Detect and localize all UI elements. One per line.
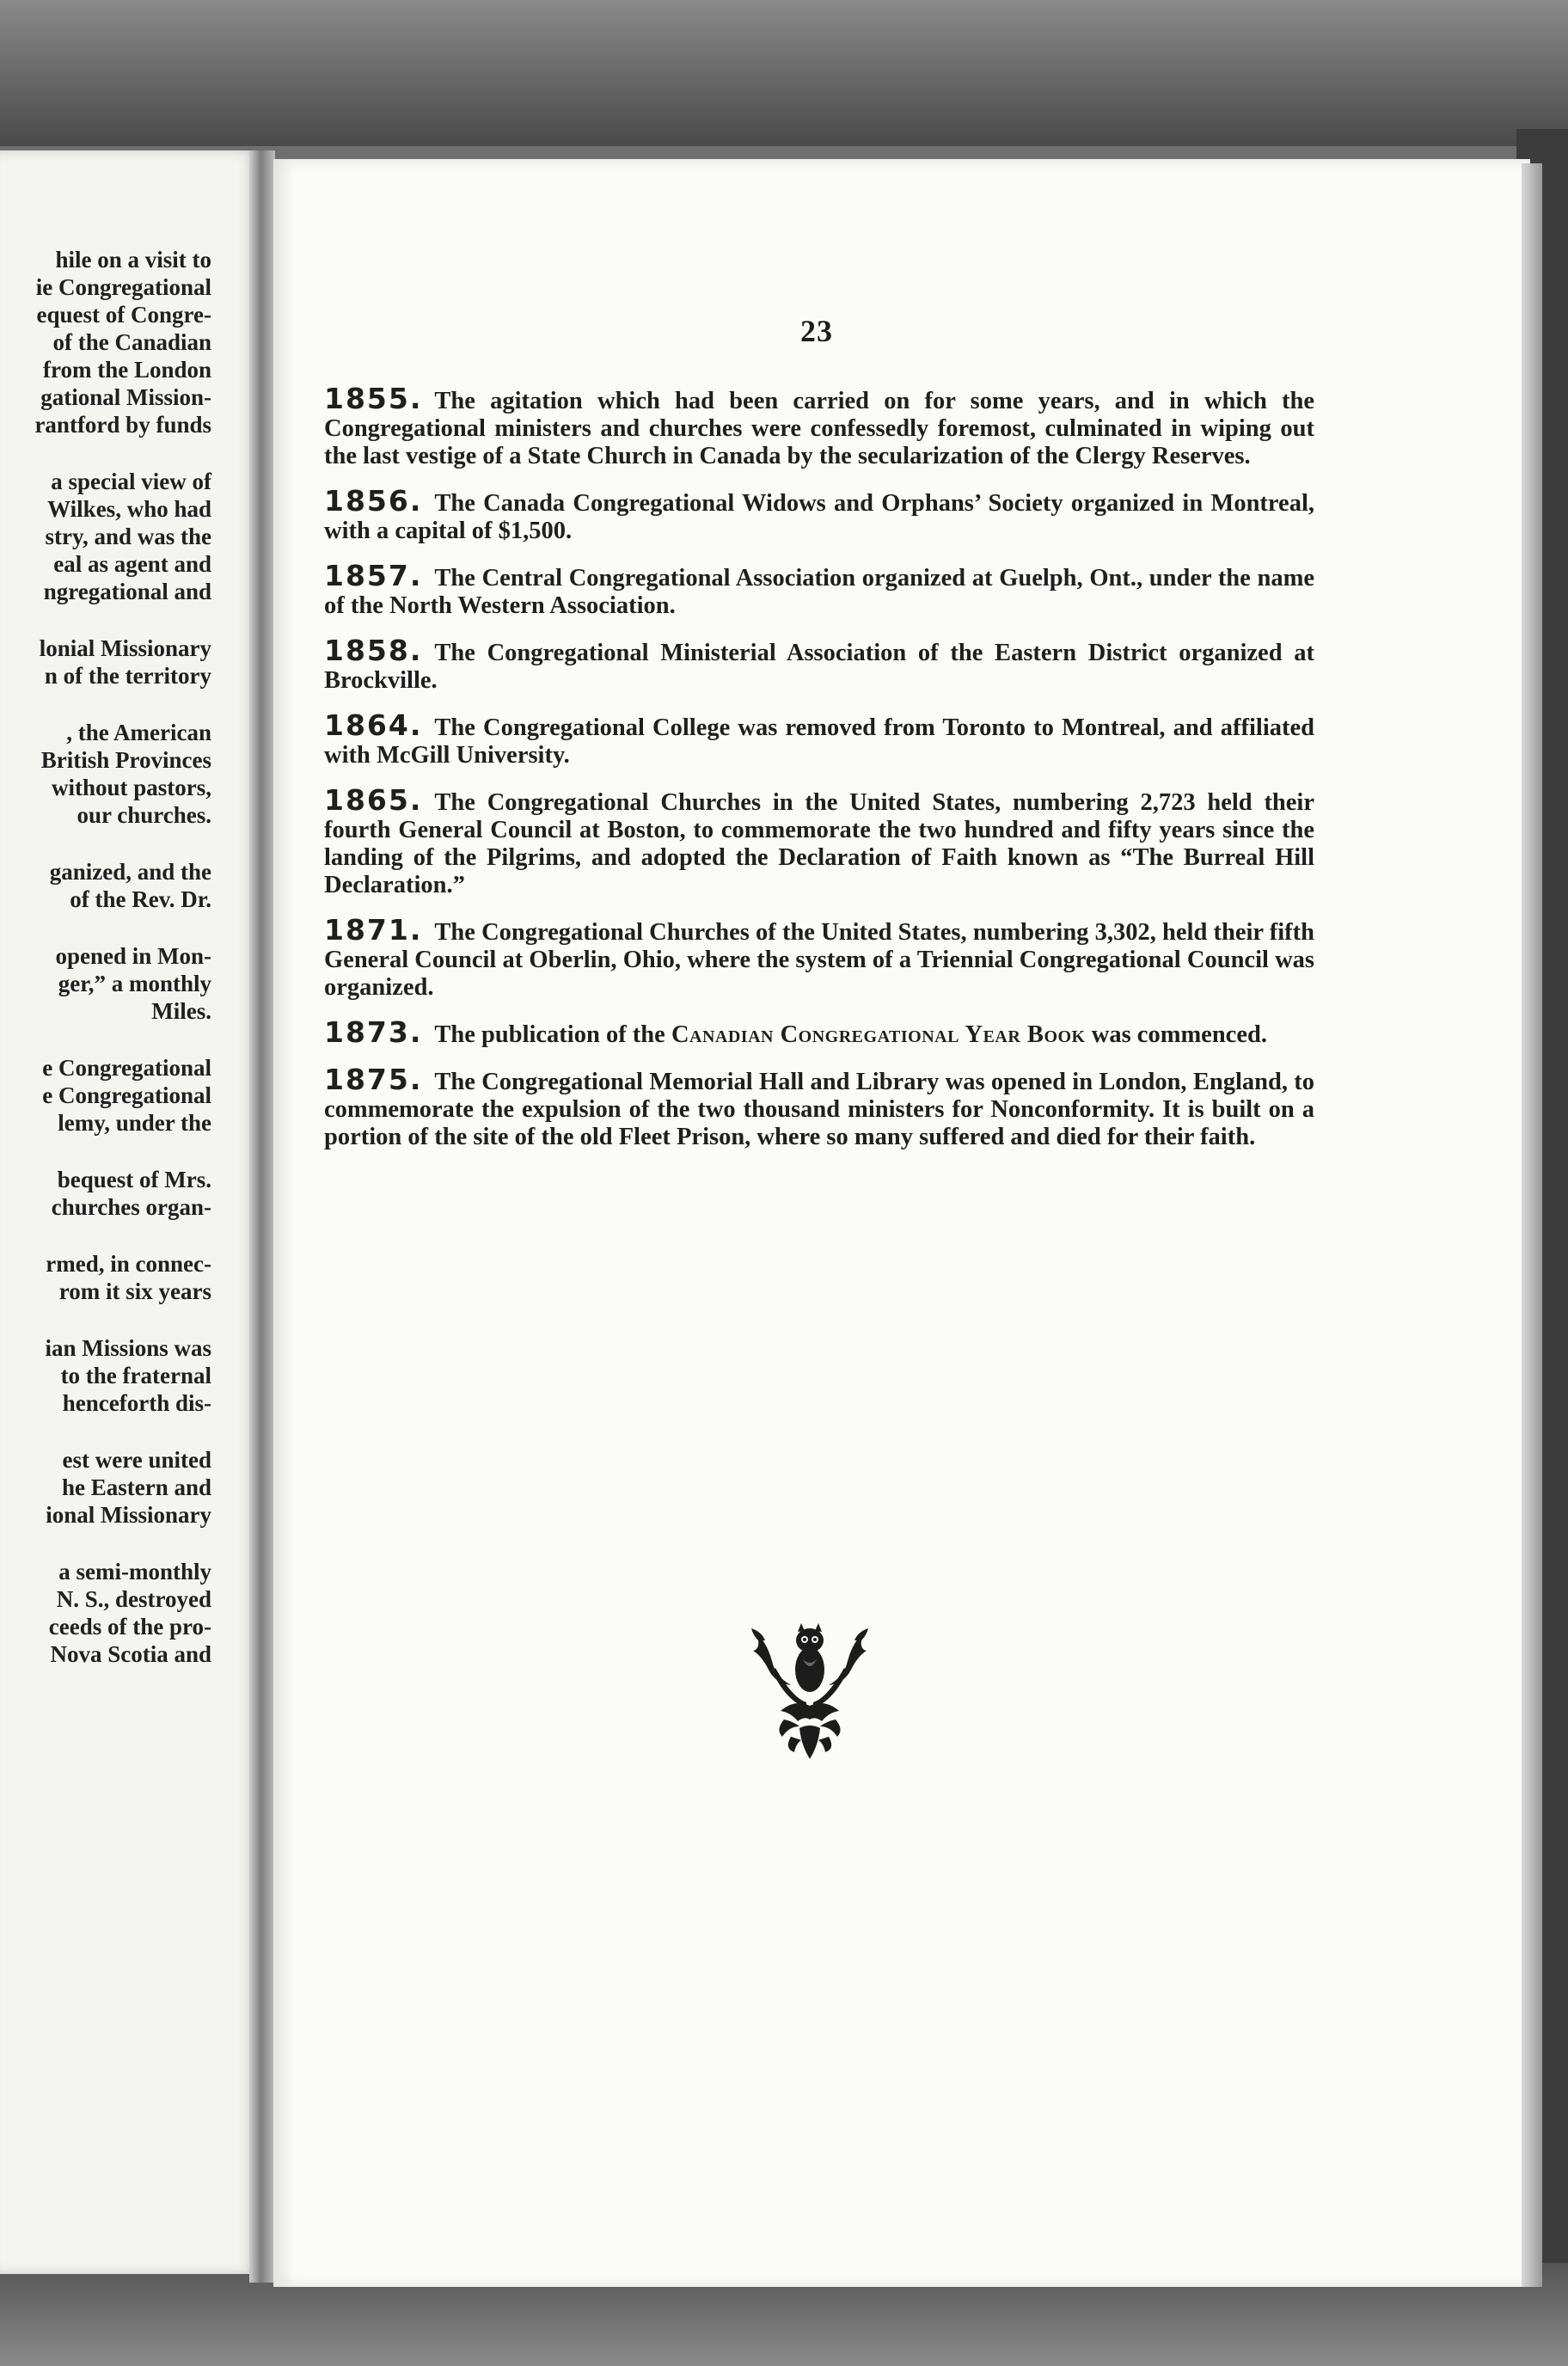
left-page-line: ger,” a monthly [58, 971, 211, 996]
left-page-line: churches organ- [51, 1194, 211, 1220]
left-page-line: bequest of Mrs. [57, 1167, 211, 1192]
left-page-paragraph [0, 858, 232, 913]
entry-text: The publication of the [434, 1021, 665, 1048]
entry-text: The Congregational Churches in the United States, numbering 2,723 held their fourth General Council at Boston, to commemorate the two hundred and fifty years since the landing of the Pilgrims, and adopted the Declaration of Faith known as “The Burreal Hill Declaration.” [324, 789, 1314, 898]
left-page-text [0, 246, 232, 1697]
left-page-line: Miles. [151, 998, 211, 1024]
left-page-line: ian Missions was [45, 1335, 211, 1361]
left-page-line: ngregational and [43, 579, 211, 604]
entry-year: 1856. [324, 484, 423, 518]
book-gutter [249, 150, 275, 2283]
left-page-line: Nova Scotia and [50, 1641, 211, 1667]
left-page-line: British Provinces [40, 747, 211, 773]
entry-text: The Congregational Ministerial Association of the Eastern District organized at Brockville. [324, 640, 1314, 694]
entry-text: The Congregational Churches of the United States, numbering 3,302, held their fifth General Council at Oberlin, Ohio, where the system of a Triennial Congregational Council was organized. [324, 919, 1314, 1001]
entry-year: 1858. [324, 634, 423, 667]
left-page-line: n of the territory [44, 663, 211, 689]
left-page-line: rmed, in connec- [46, 1251, 211, 1277]
entry-1873 [324, 1015, 1314, 1049]
entry-year: 1855. [324, 382, 423, 415]
entry-1865 [324, 783, 1314, 899]
left-page-line: opened in Mon- [55, 943, 211, 969]
left-page-line: Wilkes, who had [47, 496, 211, 522]
left-page-line: a semi-monthly [58, 1559, 211, 1584]
left-page-paragraph [0, 1166, 232, 1221]
dark-backdrop-top [0, 0, 1568, 146]
left-page-line: he Eastern and [61, 1474, 211, 1500]
left-page-line: N. S., destroyed [56, 1586, 211, 1612]
entry-text: was commenced. [1091, 1021, 1267, 1048]
left-page-line: lemy, under the [58, 1110, 211, 1136]
entry-year: 1871. [324, 913, 423, 947]
entry-year: 1864. [324, 708, 423, 742]
left-page-paragraph [0, 1446, 232, 1529]
ornament-drawing [751, 1623, 868, 1759]
left-page-paragraph [0, 1334, 232, 1417]
left-page-line: ceeds of the pro- [48, 1614, 211, 1640]
left-page-line: , the American [66, 720, 211, 745]
entry-text: The Congregational Memorial Hall and Library was opened in London, England, to commemorate the expulsion of the two thousand ministers for Nonconformity. It is built on a portion of the site of the old Fleet Prison, where so many suffered and died for their faith. [324, 1069, 1314, 1150]
left-page-line: to the fraternal [60, 1363, 211, 1388]
left-page-line: ie Congregational [35, 274, 211, 300]
entry-text: The Congregational College was removed from Toronto to Montreal, and affiliated with McGill University. [324, 714, 1314, 769]
page-edge [1522, 163, 1542, 2287]
entry-1875 [324, 1063, 1314, 1151]
left-page-paragraph [0, 634, 232, 690]
book-title: Canadian Congregational Year Book [671, 1021, 1086, 1048]
entry-1858 [324, 634, 1314, 695]
left-page-line: rom it six years [58, 1278, 211, 1304]
left-page-line: of the Rev. Dr. [70, 886, 211, 912]
left-page-paragraph [0, 1054, 232, 1137]
left-page-line: ional Missionary [46, 1502, 211, 1528]
left-page-paragraph [0, 468, 232, 605]
left-page-line: our churches. [77, 802, 211, 828]
left-page-line: from the London [42, 357, 211, 383]
left-page-line: stry, and was the [45, 524, 211, 549]
entry-year: 1865. [324, 783, 423, 817]
entry-1871 [324, 913, 1314, 1002]
entry-year: 1875. [324, 1063, 423, 1096]
entry-year: 1873. [324, 1015, 423, 1049]
left-page-line: eal as agent and [53, 551, 211, 577]
left-page-line: without pastors, [51, 775, 211, 800]
entry-1855 [324, 382, 1314, 470]
left-page-line: hile on a visit to [55, 247, 211, 273]
left-page-paragraph [0, 1558, 232, 1668]
left-page-paragraph [0, 246, 232, 438]
left-page-line: est were united [62, 1447, 211, 1473]
entry-text: The Canada Congregational Widows and Orphans’ Society organized in Montreal, with a capital of $1,500. [324, 490, 1314, 544]
left-page-paragraph [0, 1250, 232, 1305]
entry-1864 [324, 708, 1314, 769]
entry-text: The Central Congregational Association organized at Guelph, Ont., under the name of the North Western Association. [324, 565, 1314, 619]
entry-1857 [324, 559, 1314, 620]
left-page-line: rantford by funds [34, 412, 211, 438]
left-page-line: ganized, and the [49, 859, 211, 885]
left-page-line: e Congregational [42, 1055, 211, 1081]
page-number: 23 [800, 314, 833, 348]
entry-1856 [324, 484, 1314, 545]
left-page-paragraph [0, 719, 232, 829]
left-page-paragraph [0, 942, 232, 1025]
left-page-line: lonial Missionary [39, 635, 211, 661]
left-page-line: henceforth dis- [62, 1390, 211, 1416]
entry-text: The agitation which had been carried on for some years, and in which the Congregational ministers and churches were confessedly foremost, culminated in wiping out the last vestige of a State Church in Canada by the secularization of the Clergy Reserves. [324, 388, 1314, 469]
entry-year: 1857. [324, 559, 423, 592]
owl-ornament-icon [750, 1616, 870, 1762]
left-page-line: gational Mission- [40, 384, 211, 410]
left-page-line: a special view of [51, 469, 211, 494]
chronology-entries [324, 382, 1314, 1168]
left-page-line: of the Canadian [52, 329, 211, 355]
left-page-line: equest of Congre- [36, 302, 211, 328]
left-page-line: e Congregational [42, 1082, 211, 1108]
